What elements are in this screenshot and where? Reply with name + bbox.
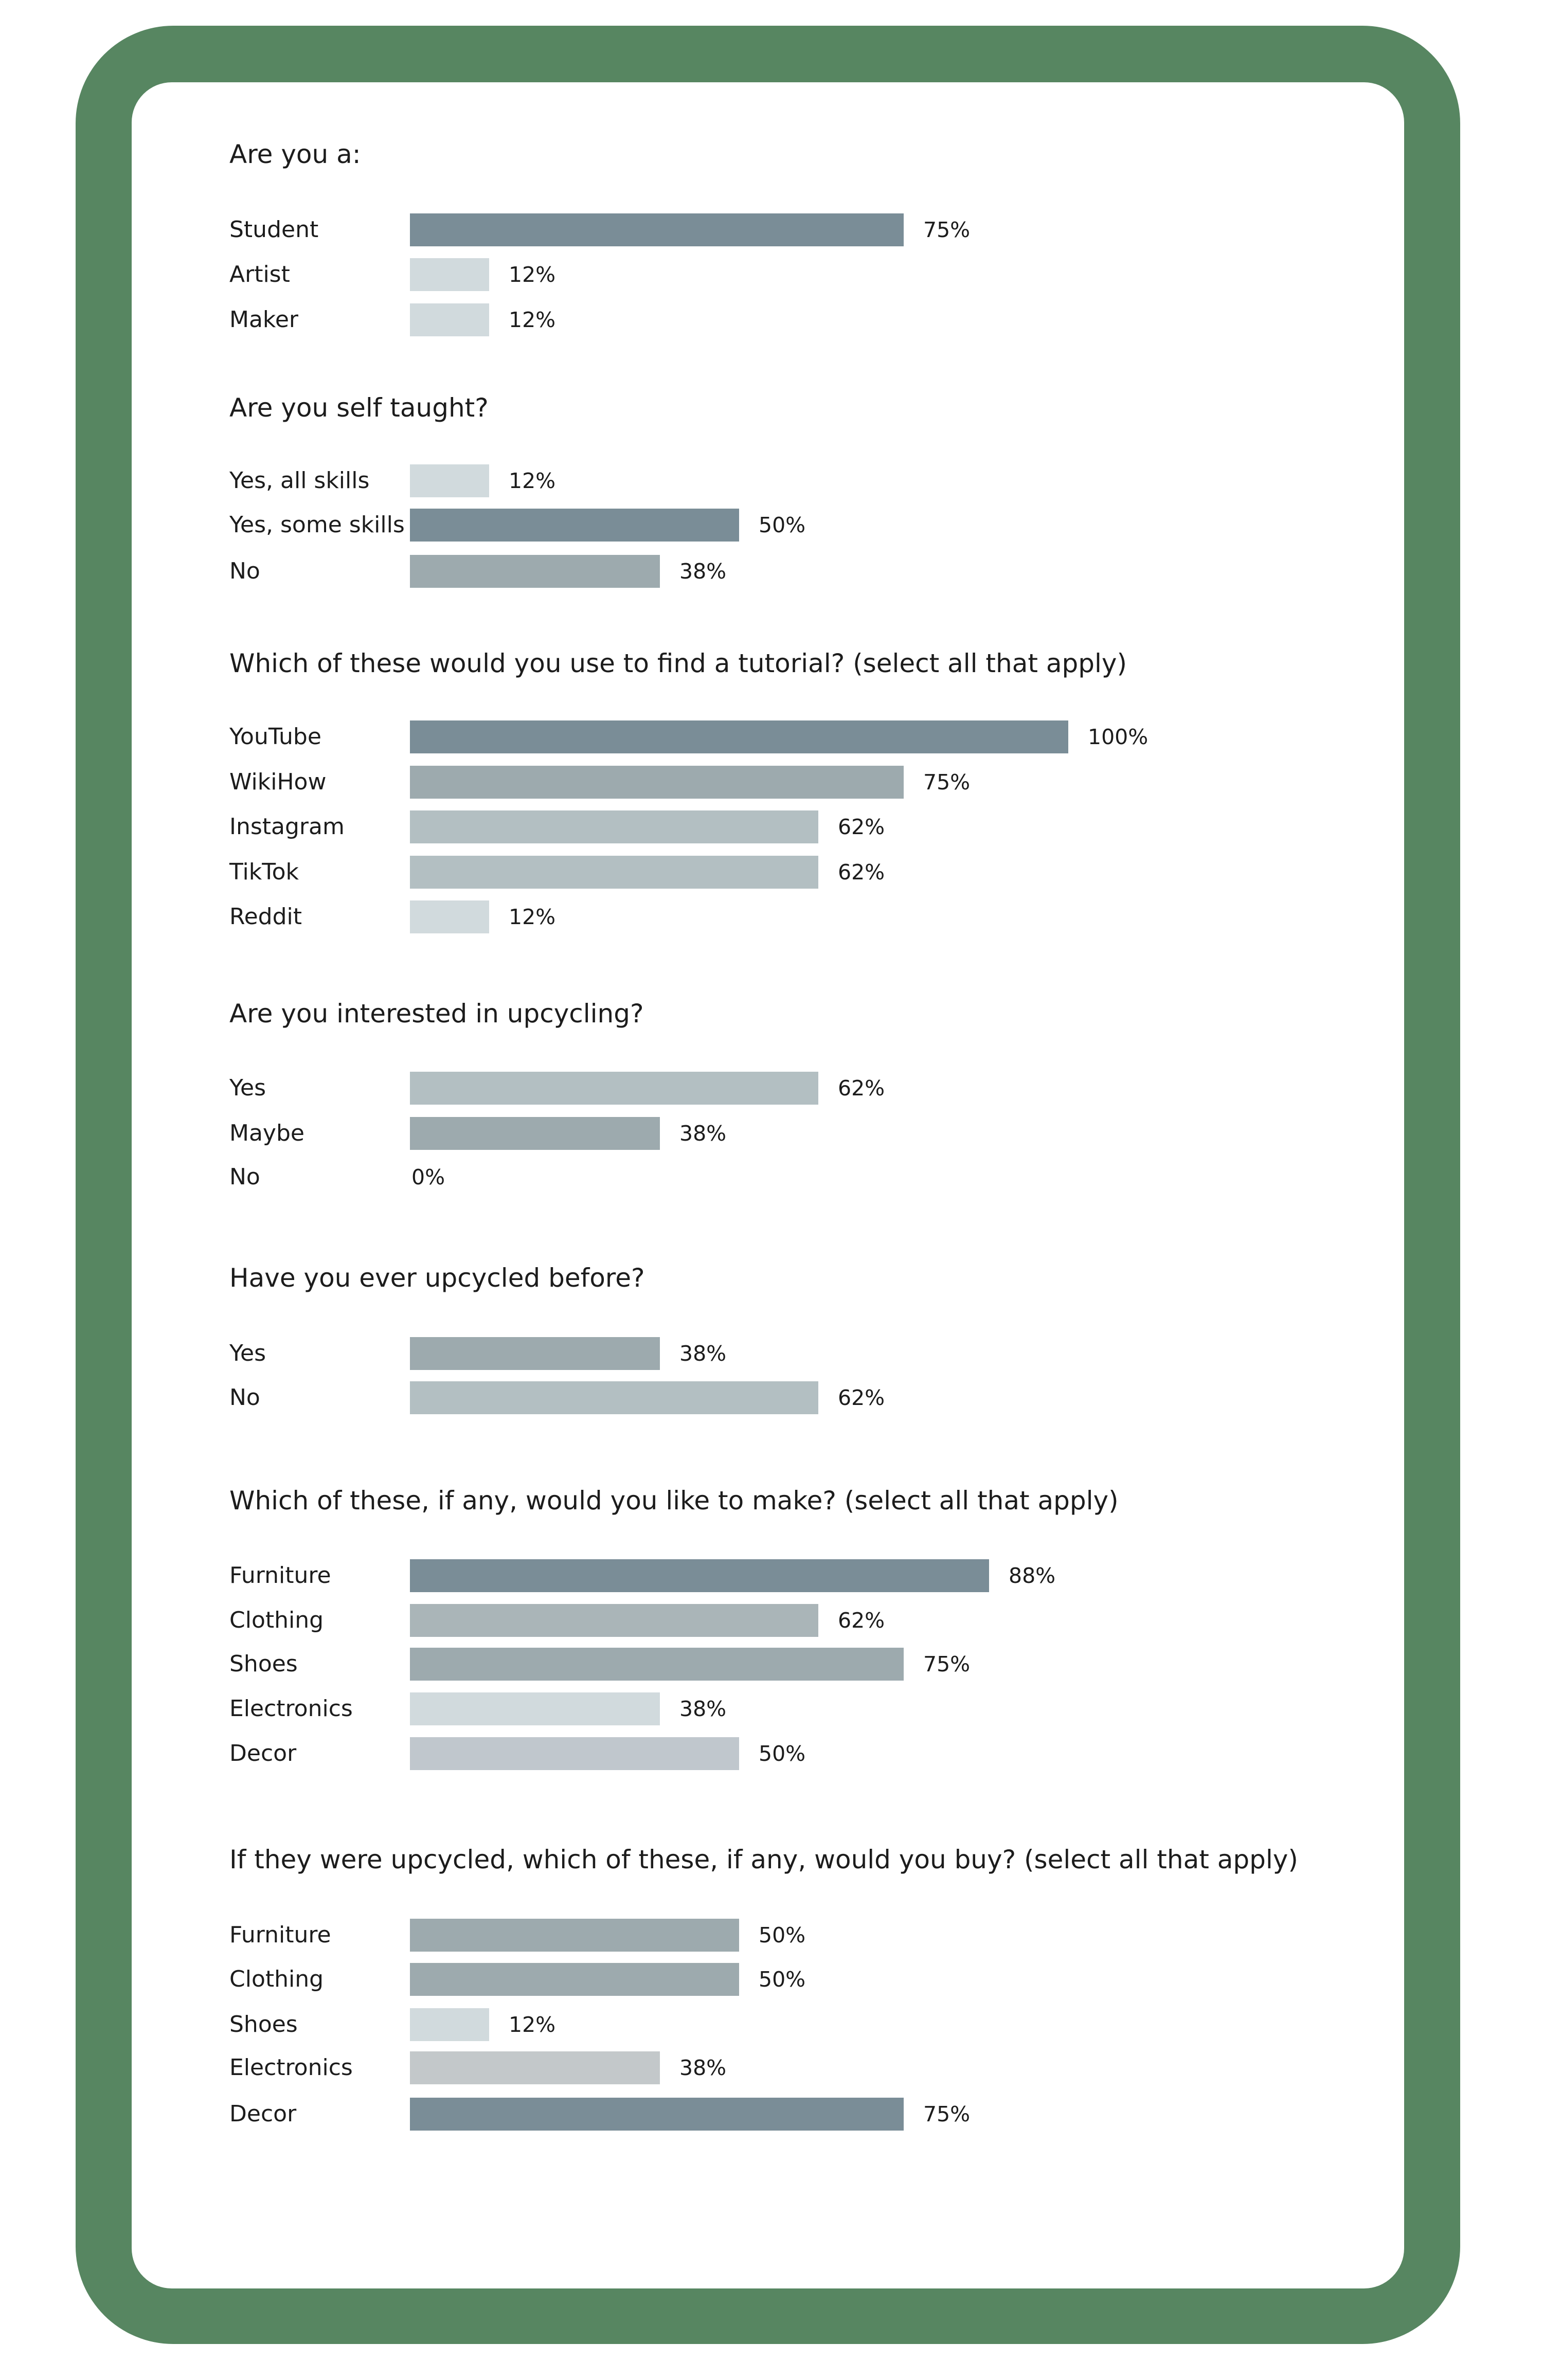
bar — [410, 1117, 660, 1150]
bar — [410, 1692, 660, 1725]
value-label: 50% — [759, 1741, 806, 1766]
value-label: 12% — [509, 308, 556, 332]
bar — [410, 2008, 489, 2041]
value-label: 38% — [679, 1341, 727, 1366]
category-label: Maybe — [229, 1120, 304, 1146]
category-label: YouTube — [229, 724, 321, 750]
value-label: 38% — [679, 1697, 727, 1721]
value-label: 0% — [411, 1165, 445, 1189]
category-label: Electronics — [229, 2054, 353, 2081]
question-title: Are you a: — [229, 139, 361, 169]
category-label: TikTok — [229, 859, 299, 885]
category-label: Yes, all skills — [229, 467, 370, 494]
value-label: 38% — [679, 559, 727, 584]
category-label: No — [229, 1164, 260, 1190]
question-title: Are you interested in upcycling? — [229, 999, 644, 1029]
category-label: Student — [229, 217, 319, 243]
bar — [410, 1072, 818, 1105]
bar — [410, 766, 904, 799]
value-label: 50% — [759, 513, 806, 537]
value-label: 62% — [838, 860, 885, 885]
value-label: 12% — [509, 2012, 556, 2037]
category-label: No — [229, 1384, 260, 1411]
bar — [410, 900, 489, 933]
value-label: 62% — [838, 1608, 885, 1633]
bar — [410, 1963, 739, 1996]
bar — [410, 2098, 904, 2131]
value-label: 75% — [923, 2102, 971, 2126]
bar — [410, 1648, 904, 1681]
value-label: 12% — [509, 468, 556, 493]
value-label: 50% — [759, 1967, 806, 1992]
bar — [410, 1381, 818, 1414]
category-label: Clothing — [229, 1607, 324, 1633]
question-title: Are you self taught? — [229, 393, 489, 423]
value-label: 50% — [759, 1923, 806, 1948]
value-label: 75% — [923, 1652, 971, 1676]
question-title: Which of these, if any, would you like to make? (select all that apply) — [229, 1486, 1119, 1516]
value-label: 75% — [923, 770, 971, 795]
bar — [410, 555, 660, 588]
bar — [410, 1559, 989, 1592]
category-label: Artist — [229, 261, 290, 287]
category-label: Reddit — [229, 904, 302, 930]
category-label: Furniture — [229, 1922, 331, 1948]
category-label: Decor — [229, 2101, 297, 2127]
bar — [410, 509, 739, 542]
bar — [410, 810, 818, 843]
value-label: 38% — [679, 2056, 727, 2080]
bar — [410, 856, 818, 889]
bar — [410, 303, 489, 336]
category-label: Yes, some skills — [229, 512, 405, 538]
value-label: 38% — [679, 1121, 727, 1146]
value-label: 100% — [1088, 725, 1149, 749]
value-label: 62% — [838, 815, 885, 839]
bar — [410, 1919, 739, 1952]
category-label: No — [229, 558, 260, 584]
value-label: 62% — [838, 1385, 885, 1410]
bar — [410, 1604, 818, 1637]
question-title: Have you ever upcycled before? — [229, 1263, 645, 1293]
category-label: Electronics — [229, 1696, 353, 1722]
category-label: Furniture — [229, 1562, 331, 1589]
question-title: If they were upcycled, which of these, if any, would you buy? (select all that apply) — [229, 1845, 1298, 1874]
value-label: 88% — [1009, 1563, 1056, 1588]
category-label: Clothing — [229, 1966, 324, 1992]
category-label: Shoes — [229, 2011, 298, 2038]
value-label: 75% — [923, 218, 971, 242]
bar — [410, 1337, 660, 1370]
bar — [410, 1737, 739, 1770]
category-label: Yes — [229, 1340, 266, 1366]
category-label: Maker — [229, 306, 298, 333]
bar — [410, 213, 904, 246]
category-label: WikiHow — [229, 769, 327, 795]
category-label: Instagram — [229, 814, 345, 840]
value-label: 62% — [838, 1076, 885, 1101]
category-label: Shoes — [229, 1651, 298, 1677]
bar — [410, 258, 489, 291]
category-label: Decor — [229, 1740, 297, 1766]
bar — [410, 2051, 660, 2084]
bar — [410, 464, 489, 497]
value-label: 12% — [509, 262, 556, 287]
value-label: 12% — [509, 905, 556, 929]
question-title: Which of these would you use to find a tutorial? (select all that apply) — [229, 648, 1127, 678]
category-label: Yes — [229, 1075, 266, 1101]
bar — [410, 720, 1068, 753]
